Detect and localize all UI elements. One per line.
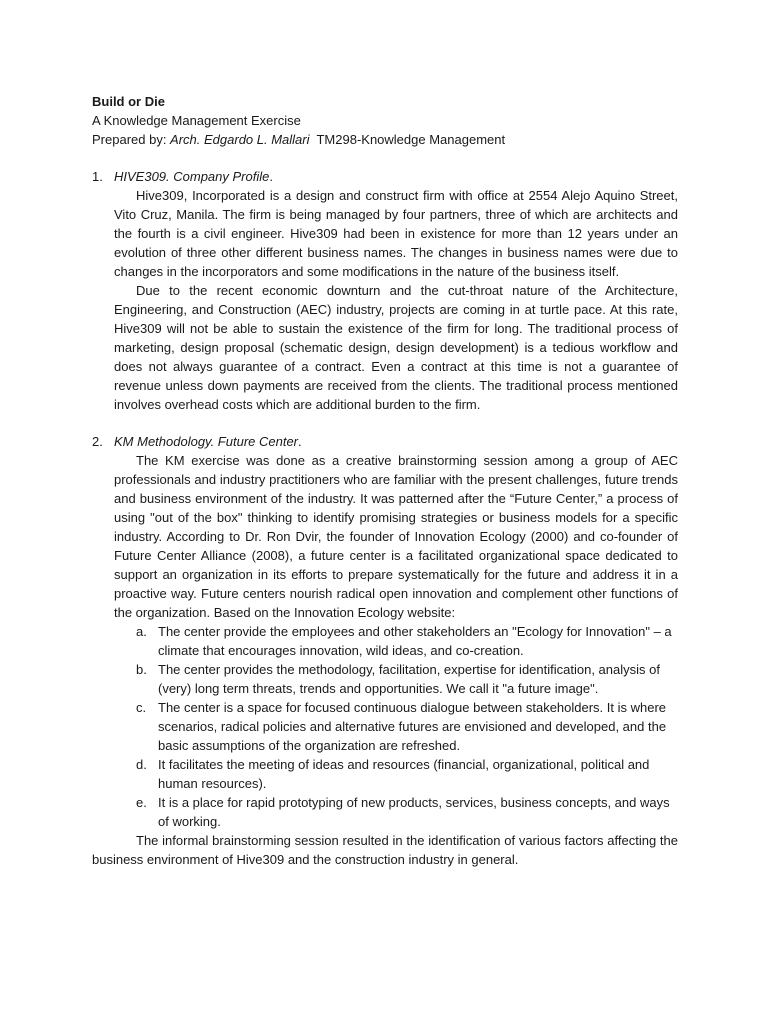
section-heading-tail: . — [269, 169, 273, 184]
paragraph: Due to the recent economic downturn and the cut-throat nature of the Architecture, Engineering, and Construction (AEC) industry, projects are coming in at turtle pace. At this rate, Hive309 will not be able to sustain the existence of the firm for long. The traditional process of marketing, design proposal (schematic design, design development) is a tedious workflow and does not always guarantee of a contract. Even a contract at this time is not a guarantee of revenue unless down payments are received from the clients. The traditional process mentioned involves overhead costs which are additional burden to the firm. — [114, 283, 678, 412]
document-body — [92, 92, 678, 869]
list-item-text: The center provide the employees and other stakeholders an "Ecology for Innovation" – a climate that encourages innovation, wild ideas, and co-creation. — [158, 624, 672, 658]
prepared-by-line — [92, 130, 678, 149]
document-title: Build or Die — [92, 94, 165, 109]
closing-paragraph: The informal brainstorming session resulted in the identification of various factors affecting the business environment of Hive309 and the construction industry in general. — [92, 833, 678, 867]
list-item-text: The center is a space for focused continuous dialogue between stakeholders. It is where scenarios, radical policies and alternative futures are envisioned and developed, and the basic assumptions of the organization are refreshed. — [158, 700, 667, 753]
section-body-closing — [92, 831, 678, 869]
section-heading — [92, 432, 678, 451]
section-body — [92, 451, 678, 622]
section-body — [92, 186, 678, 414]
list-item — [136, 755, 678, 793]
list-marker: c. — [136, 700, 147, 715]
list-marker: e. — [136, 795, 147, 810]
course-name: TM298-Knowledge Management — [309, 132, 506, 147]
list-item — [136, 660, 678, 698]
prepared-by-label: Prepared by: — [92, 132, 171, 147]
list-marker: d. — [136, 757, 147, 772]
section-heading-text: HIVE309. Company Profile — [114, 169, 270, 184]
section-heading-text: KM Methodology. Future Center — [114, 434, 299, 449]
paragraph: Hive309, Incorporated is a design and construct firm with office at 2554 Alejo Aquino Street, Vito Cruz, Manila. The firm is being managed by four partners, three of which are architects and the fourth is a civil engineer. Hive309 had been in existence for more than 12 years under an evolution of three other different business names. The changes in business names were due to changes in the incorporators and some modifications in the nature of the business itself. — [114, 188, 678, 279]
list-item — [136, 698, 678, 755]
section-km-methodology — [92, 432, 678, 869]
section-heading — [92, 167, 678, 186]
author-name: Arch. Edgardo L. Mallari — [170, 132, 310, 147]
list-marker: a. — [136, 624, 147, 639]
document-subtitle: A Knowledge Management Exercise — [92, 113, 301, 128]
list-item-text: It facilitates the meeting of ideas and resources (financial, organizational, political and human resources). — [158, 757, 650, 791]
list-item-text: The center provides the methodology, facilitation, expertise for identification, analysis of (very) long term threats, trends and opportunities. We call it "a future image". — [158, 662, 660, 696]
section-heading-tail: . — [298, 434, 302, 449]
list-item-text: It is a place for rapid prototyping of new products, services, business concepts, and ways of working. — [158, 795, 670, 829]
list-item — [136, 793, 678, 831]
section-number: 1. — [92, 169, 103, 184]
section-number: 2. — [92, 434, 103, 449]
list-item — [136, 622, 678, 660]
future-center-list — [92, 622, 678, 831]
list-marker: b. — [136, 662, 147, 677]
section-company-profile — [92, 167, 678, 414]
paragraph: The KM exercise was done as a creative brainstorming session among a group of AEC professionals and industry practitioners who are familiar with the present challenges, future trends and business environment of the industry. It was patterned after the “Future Center,” a process of using "out of the box" thinking to identify promising strategies or business models for a specific industry. According to Dr. Ron Dvir, the founder of Innovation Ecology (2000) and co-founder of Future Center Alliance (2008), a future center is a facilitated organizational space dedicated to support an organization in its efforts to prepare systematically for the future and address it in a proactive way. Future centers nourish radical open innovation and complement other functions of the organization. Based on the Innovation Ecology website: — [114, 453, 678, 620]
